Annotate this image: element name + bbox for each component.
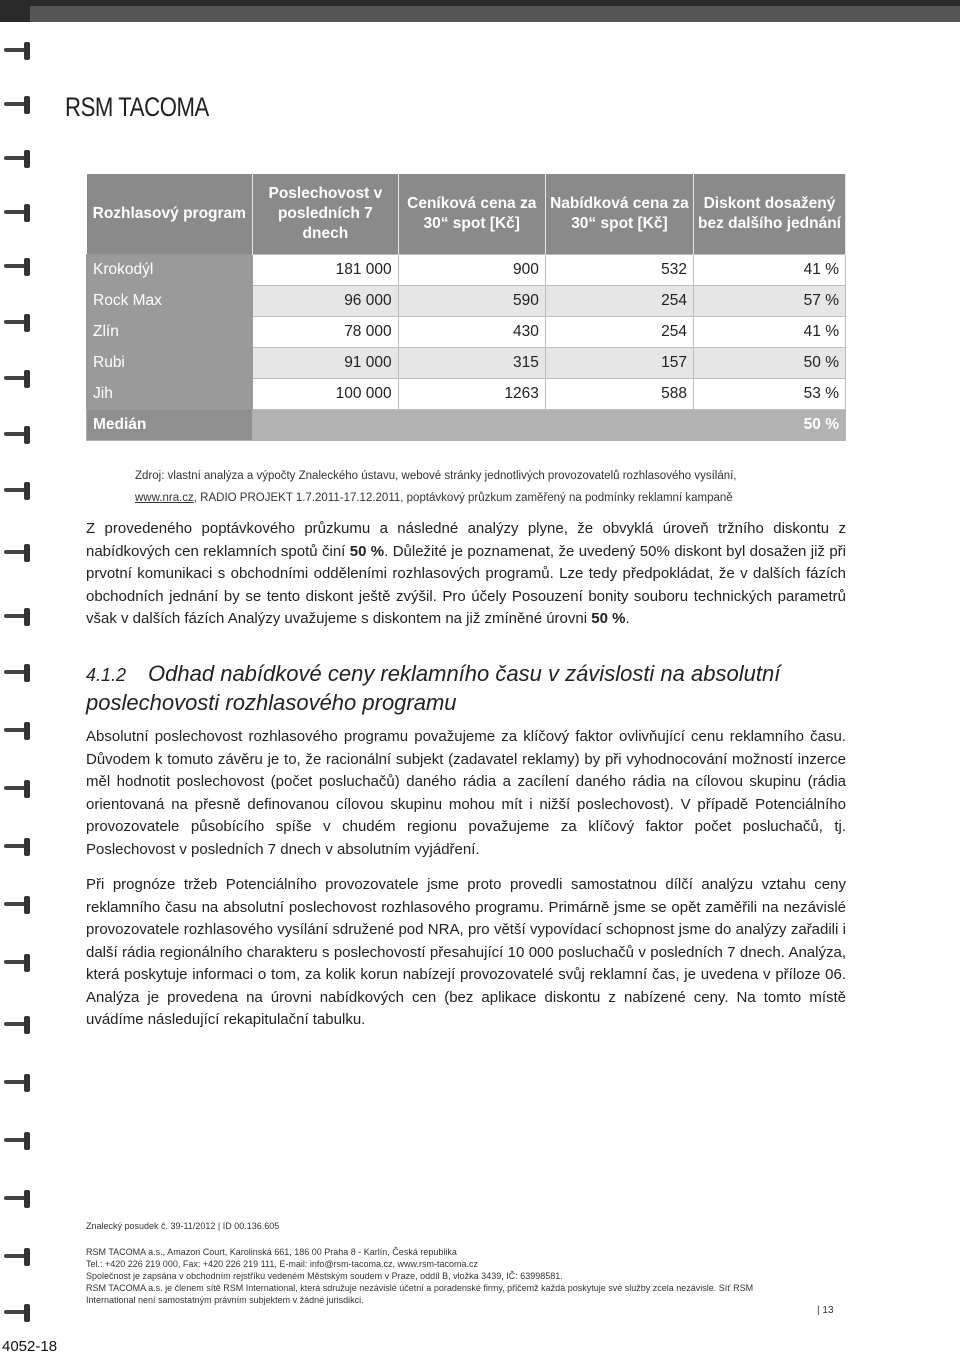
table-header-row	[87, 174, 846, 255]
binder-ring	[4, 368, 32, 390]
binder-ring	[4, 542, 32, 564]
program-name: Jih	[87, 379, 253, 410]
binder-ring	[4, 94, 32, 116]
document-id: 4052-18	[2, 1338, 58, 1355]
listeners-cell: 96 000	[253, 286, 399, 317]
binder-ring	[4, 256, 32, 278]
table-row	[87, 379, 846, 410]
listeners-cell: 181 000	[253, 255, 399, 286]
offer-price-cell: 532	[545, 255, 693, 286]
section-heading	[86, 660, 846, 716]
list-price-cell: 900	[398, 255, 545, 286]
discount-cell: 57 %	[693, 286, 845, 317]
column-header: Nabídková cena za 30“ spot [Kč]	[545, 174, 693, 255]
binder-ring	[4, 720, 32, 742]
section-number: 4.1.2	[86, 665, 127, 685]
median-label: Medián	[87, 410, 253, 441]
discount-cell: 53 %	[693, 379, 845, 410]
list-price-cell: 590	[398, 286, 545, 317]
discount-cell: 50 %	[693, 348, 845, 379]
scan-top-shadow	[30, 6, 960, 22]
binder-ring	[4, 40, 32, 62]
program-name: Krokodýl	[87, 255, 253, 286]
binder-ring	[4, 606, 32, 628]
binder-ring	[4, 662, 32, 684]
binder-ring	[4, 1302, 32, 1324]
binder-ring	[4, 1246, 32, 1268]
offer-price-cell: 588	[545, 379, 693, 410]
binder-ring	[4, 836, 32, 858]
table-row	[87, 348, 846, 379]
column-header: Diskont dosažený bez dalšího jednání	[693, 174, 845, 255]
binder-ring	[4, 894, 32, 916]
offer-price-cell: 254	[545, 317, 693, 348]
binder-ring	[4, 312, 32, 334]
binder-ring	[4, 148, 32, 170]
median-row	[87, 410, 846, 441]
list-price-cell: 1263	[398, 379, 545, 410]
binder-ring	[4, 1014, 32, 1036]
binder-ring	[4, 778, 32, 800]
median-value: 50 %	[693, 410, 845, 441]
binder-ring	[4, 1130, 32, 1152]
binder-ring	[4, 1188, 32, 1210]
listeners-cell: 91 000	[253, 348, 399, 379]
program-name: Rock Max	[87, 286, 253, 317]
page-number: | 13	[817, 1305, 834, 1316]
listeners-cell: 78 000	[253, 317, 399, 348]
list-price-cell: 315	[398, 348, 545, 379]
table-row	[87, 255, 846, 286]
column-header: Ceníková cena za 30“ spot [Kč]	[398, 174, 545, 255]
nra-link[interactable]: www.nra.cz	[135, 492, 194, 504]
listeners-cell: 100 000	[253, 379, 399, 410]
section-title: Odhad nabídkové ceny reklamního času v závislosti na absolutní poslechovosti rozhlasového programu	[86, 661, 781, 715]
binder-ring	[4, 1072, 32, 1094]
binder-rings	[0, 22, 40, 1332]
table-row	[87, 286, 846, 317]
offer-price-cell: 254	[545, 286, 693, 317]
binder-ring	[4, 424, 32, 446]
paragraph-listenership: Absolutní poslechovost rozhlasového programu považujeme za klíčový faktor ovlivňující cenu reklamního času. Důvodem k tomuto závěru je to, že racionální subjekt (zadavatel reklamy) by při vyhodnocování možností inzerce měl hodnotit poslechovost (počet posluchačů) daného rádia a zacílení daného rádia na cílovou skupinu (rádia orientovaná na přesně definovanou cílovou skupinu mohou mít i nižší poslechovost). V případě Potenciálního provozovatele působícího spíše v chudém regionu považujeme za klíčový faktor počet posluchačů, tj. Poslechovost v posledních 7 dnech v absolutním vyjádření.	[86, 728, 846, 858]
table-row	[87, 317, 846, 348]
paragraph-discount-summary: Z provedeného poptávkového průzkumu a následné analýzy plyne, že obvyklá úroveň tržního diskontu z nabídkových cen reklamních spotů činí 50 %. Důležité je poznamenat, že uvedený 50% diskont byl dosažen již při prvotní komunikaci s obchodními odděleními rozhlasových programů. Lze tedy předpokládat, že v dalších fázích obchodních jednání by se tento diskont ještě zvýšil. Pro účely Posouzení bonity souboru technických parametrů však v dalších fázích Analýzy uvažujeme s diskontem na již zmíněné úrovni 50 %.	[86, 520, 846, 627]
discount-cell: 41 %	[693, 255, 845, 286]
binder-ring	[4, 952, 32, 974]
paragraph-forecast: Při prognóze tržeb Potenciálního provozovatele jsme proto provedli samostatnou dílčí analýzu vztahu ceny reklamního času na absolutní poslechovost rozhlasového programu. Primárně jsme se opět zaměřili na nezávislé provozovatele rozhlasového vysílání sdružené pod NRA, pro větší vypovídací schopnost jsme do analýzy zařadili i další rádia regionálního charakteru s poslechovostí přesahující 10 000 posluchačů v posledních 7 dnech. Analýza, která poskytuje informaci o tom, za kolik korun nabízejí provozovatelé svůj reklamní čas, je uvedena v příloze 06. Analýza je provedena na úrovni nabídkových cen (bez aplikace diskontu z nabízené ceny. Na tomto místě uvádíme následující rekapitulační tabulku.	[86, 876, 846, 1028]
program-name: Rubi	[87, 348, 253, 379]
binder-ring	[4, 480, 32, 502]
column-header: Poslechovost v posledních 7 dnech	[253, 174, 399, 255]
column-header: Rozhlasový program	[87, 174, 253, 255]
footer-reference: Znalecký posudek č. 39-11/2012 | ID 00.136.605	[86, 1221, 280, 1231]
footer-company-info: RSM TACOMA a.s., Amazon Court, Karolinská 661, 186 00 Praha 8 - Karlín, Česká republika Tel.: +420 226 219 000, Fax: +420 226 219 111, E-mail: info@rsm-tacoma.cz, www.rsm-tacoma.cz Společnost je zapsána v obchodním rejstříku vedeném Městským soudem v Praze, oddíl B, vložka 3439, IČ: 63998581. RSM TACOMA a.s. je členem sítě RSM International, která sdružuje nezávislé účetní a poradenské firmy, přičemž každá poskytuje své služby zcela nezávisle. Síť RSM International není samostatným právním subjektem v žádné jurisdikci.	[86, 1247, 754, 1305]
discount-cell: 41 %	[693, 317, 845, 348]
table-source-note: Zdroj: vlastní analýza a výpočty Znaleckého ústavu, webové stránky jednotlivých provozovatelů rozhlasového vysílání, www.nra.cz, RADIO PROJEKT 1.7.2011-17.12.2011, poptávkový průzkum zaměřený na podmínky reklamní kampaně	[135, 470, 737, 504]
list-price-cell: 430	[398, 317, 545, 348]
offer-price-cell: 157	[545, 348, 693, 379]
program-name: Zlín	[87, 317, 253, 348]
binder-ring	[4, 202, 32, 224]
company-logo: RSM TACOMA	[65, 92, 209, 122]
discount-table	[86, 174, 846, 441]
